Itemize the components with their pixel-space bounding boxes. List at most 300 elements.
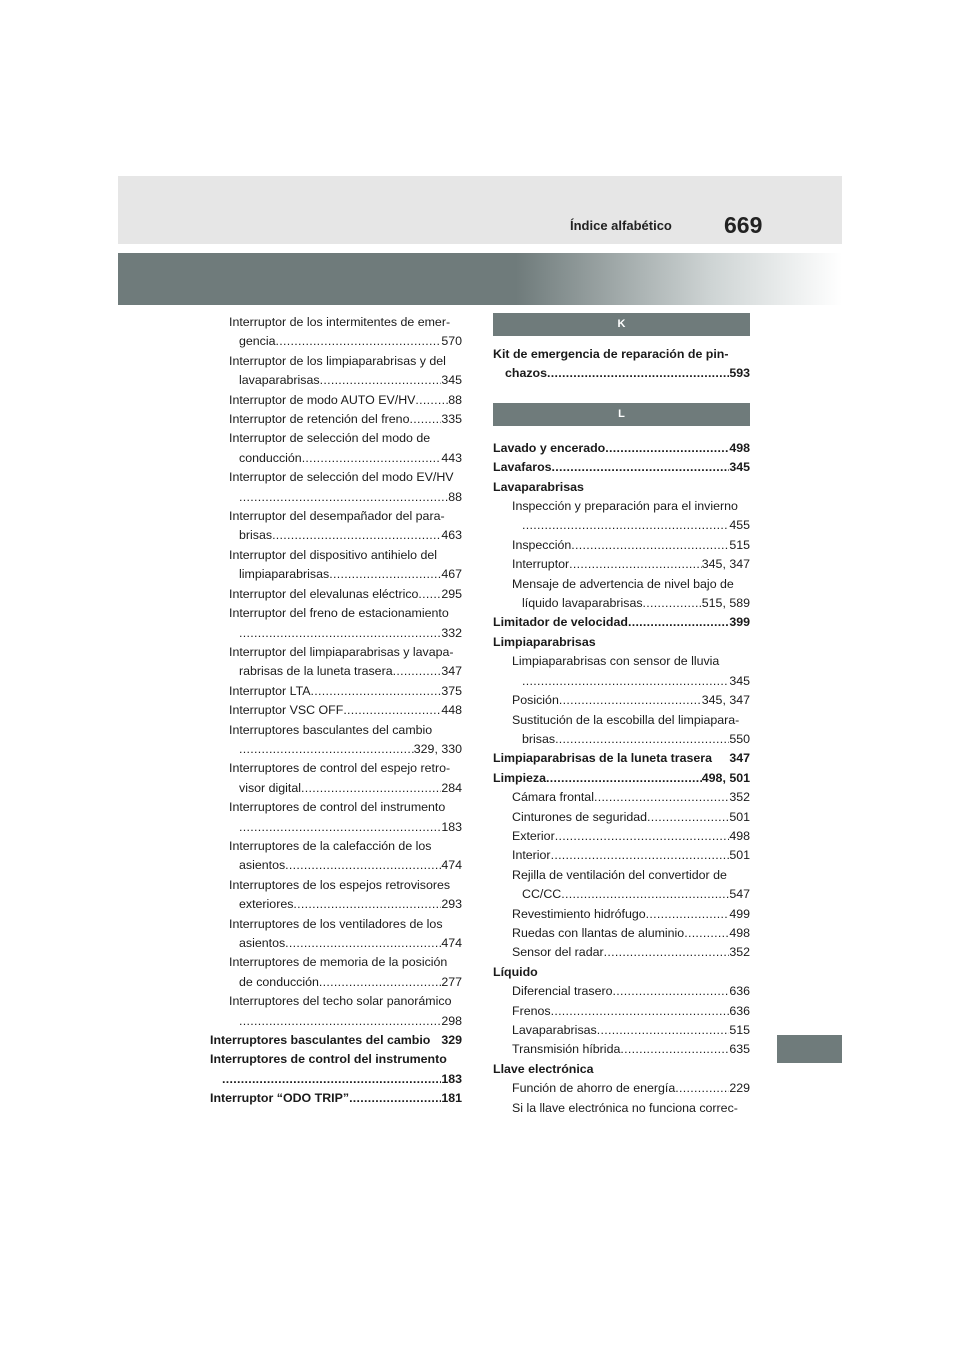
dot-leader (319, 973, 441, 992)
page-reference: 570 (441, 334, 462, 349)
entry-text: Líquido (493, 964, 538, 979)
entry-line (493, 458, 750, 477)
entry-line (210, 391, 462, 410)
dot-leader (285, 934, 441, 953)
entry-continuation (210, 779, 462, 798)
entry-continuation (210, 740, 462, 759)
entry-line (210, 1089, 462, 1108)
entry-text: Diferencial trasero (512, 984, 613, 999)
index-entry (493, 536, 750, 555)
dot-leader (222, 1070, 441, 1089)
entry-continuation (493, 516, 750, 535)
dot-leader (522, 516, 729, 535)
entry-line (493, 633, 750, 652)
entry-line (210, 352, 462, 371)
dot-leader (546, 769, 702, 788)
entry-continuation (210, 332, 462, 351)
entry-line (210, 701, 462, 720)
entry-continuation (210, 624, 462, 643)
entry-continuation (210, 934, 462, 953)
entry-continuation (210, 973, 462, 992)
page-reference: 550 (729, 731, 750, 746)
index-entry (210, 721, 462, 760)
page-reference: 335 (441, 412, 462, 427)
entry-line (493, 345, 750, 364)
entry-line (210, 682, 462, 701)
page-reference: 88 (448, 489, 462, 504)
page-reference: 284 (441, 780, 462, 795)
index-column-left (210, 313, 462, 1109)
entry-line (493, 905, 750, 924)
entry-line (493, 536, 750, 555)
index-entry (210, 410, 462, 429)
page-reference: 277 (441, 974, 462, 989)
entry-text: Lavafaros (493, 460, 552, 475)
dot-leader (239, 624, 441, 643)
dot-leader (302, 449, 442, 468)
entry-continuation (210, 1070, 462, 1089)
dot-leader (561, 885, 729, 904)
page-reference: 463 (441, 528, 462, 543)
entry-line (210, 1050, 462, 1069)
dot-leader (393, 662, 442, 681)
dot-leader (239, 818, 441, 837)
index-entry (210, 837, 462, 876)
entry-continuation (210, 371, 462, 390)
page-reference: 229 (729, 1081, 750, 1096)
dot-leader (620, 1040, 729, 1059)
entry-continuation (493, 885, 750, 904)
dot-leader (293, 895, 441, 914)
page-reference: 474 (441, 858, 462, 873)
page-reference: 498 (729, 828, 750, 843)
page-reference: 515 (729, 537, 750, 552)
index-entry (493, 613, 750, 632)
entry-line (210, 604, 462, 623)
entry-text: Interruptor del elevalunas eléctrico (229, 586, 419, 601)
entry-line (493, 1079, 750, 1098)
entry-line (493, 963, 750, 982)
page-reference: 443 (441, 450, 462, 465)
entry-text: asientos (239, 858, 286, 873)
dot-leader (239, 488, 448, 507)
index-entry (210, 1089, 462, 1108)
entry-text: Lavaparabrisas (493, 479, 584, 494)
entry-text: limpiaparabrisas (239, 567, 330, 582)
entry-line (493, 982, 750, 1001)
dot-leader (276, 332, 442, 351)
index-entry (210, 1031, 462, 1050)
entry-text: Interruptor del freno de estacionamiento (229, 606, 449, 621)
dot-leader (552, 458, 730, 477)
page-reference: 295 (441, 586, 462, 601)
dot-leader (571, 536, 729, 555)
entry-text: Limpieza (493, 770, 547, 785)
entry-text: brisas (522, 731, 556, 746)
section-title: Índice alfabético (570, 218, 672, 233)
entry-text: rabrisas de la luneta trasera (239, 664, 393, 679)
index-entry (493, 808, 750, 827)
entry-text: Sustitución de la escobilla del limpiapara- (512, 712, 740, 727)
page-reference: 547 (729, 887, 750, 902)
entry-line (210, 546, 462, 565)
page-reference: 501 (729, 848, 750, 863)
entry-text: Interruptores de los ventiladores de los (229, 916, 443, 931)
dot-leader (643, 594, 702, 613)
page-reference: 498, 501 (701, 770, 750, 785)
entry-text: Transmisión híbrida (512, 1042, 621, 1057)
page-reference: 347 (441, 664, 462, 679)
entry-line (210, 876, 462, 895)
entry-text: exteriores (239, 897, 294, 912)
entry-line (493, 769, 750, 788)
entry-line (210, 1031, 462, 1050)
entry-continuation (210, 488, 462, 507)
entry-line (210, 759, 462, 778)
entry-line (210, 468, 462, 487)
page-reference: 181 (441, 1091, 462, 1106)
dot-leader (604, 943, 730, 962)
entry-text: Inspección (512, 537, 572, 552)
dot-leader (594, 788, 729, 807)
dot-leader (547, 364, 729, 383)
entry-text: Rejilla de ventilación del convertidor de (512, 867, 727, 882)
entry-text: Revestimiento hidrófugo (512, 906, 646, 921)
entry-text: gencia (239, 334, 276, 349)
entry-line (493, 575, 750, 594)
index-entry (493, 1021, 750, 1040)
entry-continuation (493, 364, 750, 383)
entry-line (210, 798, 462, 817)
entry-line (493, 1099, 750, 1118)
entry-text: Limpiaparabrisas (493, 634, 596, 649)
index-entry (493, 458, 750, 477)
page-reference: 352 (729, 790, 750, 805)
dot-leader (569, 555, 702, 574)
dot-leader (628, 613, 729, 632)
dot-leader (555, 730, 729, 749)
page-reference: 593 (729, 366, 750, 381)
index-entry (493, 691, 750, 710)
dot-leader (239, 1012, 441, 1031)
entry-line (493, 749, 750, 768)
dot-leader (646, 905, 730, 924)
entry-text: Sensor del radar (512, 945, 604, 960)
entry-continuation (210, 565, 462, 584)
index-entry (493, 943, 750, 962)
index-entry (493, 963, 750, 982)
index-entry (493, 982, 750, 1001)
page-reference: 515, 589 (701, 596, 750, 611)
page-reference: 345 (729, 673, 750, 688)
entry-text: Cámara frontal (512, 790, 594, 805)
entry-text: Interruptores de control del instrumento (210, 1052, 447, 1067)
dot-leader (675, 1079, 729, 1098)
index-entry (493, 846, 750, 865)
index-entry (210, 391, 462, 410)
header-band (118, 253, 842, 305)
page-reference: 448 (441, 703, 462, 718)
page-reference: 467 (441, 567, 462, 582)
entry-line (210, 643, 462, 662)
entry-line (210, 915, 462, 934)
dot-leader (551, 1002, 730, 1021)
entry-text: Limpiaparabrisas de la luneta trasera (493, 751, 712, 766)
entry-text: Interruptores de la calefacción de los (229, 838, 432, 853)
dot-leader (409, 410, 441, 429)
index-entry (210, 1050, 462, 1089)
entry-text: Interruptor del limpiaparabrisas y lavapa- (229, 644, 454, 659)
page-reference: 183 (441, 1071, 462, 1086)
entry-continuation (210, 818, 462, 837)
index-entry (493, 827, 750, 846)
entry-line (210, 313, 462, 332)
entry-text: Interruptores basculantes del cambio (210, 1033, 431, 1048)
entry-line (210, 585, 462, 604)
entry-text: Interruptor LTA (229, 683, 311, 698)
index-entry (210, 604, 462, 643)
entry-line (493, 711, 750, 730)
index-entry (210, 429, 462, 468)
entry-text: Interruptor del desempañador del para- (229, 509, 445, 524)
entry-text: Lavaparabrisas (512, 1023, 597, 1037)
index-entry (493, 866, 750, 905)
entry-continuation (210, 449, 462, 468)
entry-text: Si la llave electrónica no funciona correc- (512, 1100, 738, 1115)
entry-text: Interior (512, 848, 551, 863)
page-reference: 88 (448, 392, 462, 407)
entry-line (210, 429, 462, 448)
entry-continuation (210, 526, 462, 545)
entry-line (210, 953, 462, 972)
entry-line (210, 410, 462, 429)
dot-leader (647, 808, 729, 827)
index-entry (493, 575, 750, 614)
entry-text: Interruptor (512, 557, 570, 572)
dot-leader (522, 672, 729, 691)
entry-text: Interruptores de control del instrumento (229, 800, 446, 815)
dot-leader (551, 846, 730, 865)
index-entry (210, 468, 462, 507)
page-reference: 298 (441, 1013, 462, 1028)
index-entry (210, 992, 462, 1031)
entry-text: Interruptores basculantes del cambio (229, 722, 433, 737)
entry-text: conducción (239, 450, 302, 465)
entry-continuation (210, 662, 462, 681)
entry-text: Cinturones de seguridad (512, 809, 648, 824)
entry-text: Limpiaparabrisas con sensor de lluvia (512, 654, 720, 669)
dot-leader (597, 1021, 730, 1040)
entry-text: Interruptor de retención del freno (229, 412, 410, 427)
page-reference: 455 (729, 518, 750, 533)
index-entry (493, 769, 750, 788)
entry-line (493, 613, 750, 632)
page-reference: 345, 347 (701, 557, 750, 572)
index-entry (493, 478, 750, 497)
index-entry (493, 1002, 750, 1021)
entry-text: Interruptores de control del espejo retro- (229, 761, 451, 776)
entry-line (493, 788, 750, 807)
entry-line (493, 808, 750, 827)
entry-text: Mensaje de advertencia de nivel bajo de (512, 576, 734, 591)
index-entry (210, 701, 462, 720)
index-entry (210, 507, 462, 546)
index-entry (493, 905, 750, 924)
entry-continuation (210, 856, 462, 875)
dot-leader (329, 565, 441, 584)
page-reference: 332 (441, 625, 462, 640)
index-entry (210, 798, 462, 837)
entry-line (493, 555, 750, 574)
index-entry (493, 1099, 750, 1118)
entry-text: Interruptor “ODO TRIP” (210, 1091, 350, 1106)
dot-leader (272, 526, 441, 545)
page-reference: 499 (729, 906, 750, 921)
entry-text: Llave electrónica (493, 1061, 594, 1076)
entry-text: Interruptores del techo solar panorámico (229, 994, 452, 1009)
entry-text: Interruptor de modo AUTO EV/HV (229, 392, 416, 407)
entry-continuation (493, 594, 750, 613)
index-entry (493, 924, 750, 943)
entry-text: Interruptor de los limpiaparabrisas y del (229, 353, 446, 368)
letter-heading: K (493, 313, 750, 336)
dot-leader (418, 585, 441, 604)
dot-leader (613, 982, 730, 1001)
page-reference: 375 (441, 683, 462, 698)
entry-line (493, 866, 750, 885)
page-reference: 498 (729, 440, 750, 455)
entry-text: Limitador de velocidad (493, 615, 628, 630)
index-entry (493, 497, 750, 536)
entry-text: lavaparabrisas (239, 373, 320, 388)
dot-leader (559, 691, 702, 710)
index-entry (493, 652, 750, 691)
dot-leader (605, 439, 729, 458)
entry-line (210, 992, 462, 1011)
index-entry (210, 682, 462, 701)
entry-text: Lavado y encerado (493, 440, 606, 455)
index-entry (210, 546, 462, 585)
entry-text: líquido lavaparabrisas (522, 596, 643, 611)
thumb-index-tab (777, 1035, 842, 1063)
page-reference: 345, 347 (701, 693, 750, 708)
index-entry (210, 585, 462, 604)
entry-line (210, 507, 462, 526)
page-reference: 352 (729, 945, 750, 960)
dot-leader (285, 856, 441, 875)
dot-leader (239, 740, 414, 759)
dot-leader (349, 1089, 441, 1108)
entry-line (493, 924, 750, 943)
entry-text: de conducción (239, 974, 319, 989)
entry-continuation (210, 895, 462, 914)
index-entry (493, 439, 750, 458)
entry-text: Interruptor VSC OFF (229, 703, 344, 718)
page-reference: 293 (441, 897, 462, 912)
dot-leader (415, 391, 448, 410)
entry-text: Función de ahorro de energía (512, 1081, 676, 1096)
entry-text: Interruptor del dispositivo antihielo del (229, 547, 438, 562)
page-reference: 636 (729, 1003, 750, 1018)
page-reference: 183 (441, 819, 462, 834)
index-entry (210, 953, 462, 992)
entry-line (493, 827, 750, 846)
entry-text: Frenos (512, 1003, 551, 1018)
index-entry (493, 555, 750, 574)
entry-text: visor digital (239, 780, 301, 795)
entry-text: Interruptor de selección del modo de (229, 431, 431, 446)
index-entry (210, 313, 462, 352)
index-column-right (493, 313, 750, 1118)
dot-leader (343, 701, 441, 720)
entry-line (210, 721, 462, 740)
dot-leader (684, 924, 729, 943)
entry-continuation (210, 1012, 462, 1031)
entry-line (493, 497, 750, 516)
entry-text: Exterior (512, 828, 555, 843)
page-reference: 515 (729, 1023, 750, 1037)
index-entry (493, 345, 750, 384)
entry-continuation (493, 730, 750, 749)
index-entry (493, 1040, 750, 1059)
entry-line (493, 846, 750, 865)
entry-continuation (493, 672, 750, 691)
entry-text: asientos (239, 936, 286, 950)
index-entry (493, 749, 750, 768)
page-reference: 474 (441, 936, 462, 950)
index-entry (493, 788, 750, 807)
dot-leader (320, 371, 442, 390)
entry-text: Ruedas con llantas de aluminio (512, 925, 685, 940)
page-reference: 345 (441, 373, 462, 388)
index-entry (210, 759, 462, 798)
dot-leader (301, 779, 441, 798)
entry-text: Inspección y preparación para el invierno (512, 499, 738, 514)
index-entry (493, 711, 750, 750)
entry-line (493, 1002, 750, 1021)
letter-heading: L (493, 403, 750, 426)
entry-text: Interruptor de selección del modo EV/HV (229, 470, 454, 485)
page-reference: 501 (729, 809, 750, 824)
entry-line (493, 439, 750, 458)
index-entry (210, 643, 462, 682)
entry-text: Interruptores de los espejos retrovisores (229, 877, 451, 892)
page-reference: 347 (729, 751, 750, 766)
page-reference: 498 (729, 925, 750, 940)
entry-text: Interruptores de memoria de la posición (229, 955, 448, 970)
entry-line (493, 1040, 750, 1059)
entry-line (493, 691, 750, 710)
entry-line (493, 1021, 750, 1040)
index-entry (210, 352, 462, 391)
page-reference: 636 (729, 984, 750, 999)
page-reference: 329 (441, 1033, 462, 1048)
entry-line (493, 652, 750, 671)
index-entry (210, 876, 462, 915)
dot-leader (555, 827, 730, 846)
entry-text: Posición (512, 693, 559, 708)
entry-line (493, 943, 750, 962)
entry-text: Interruptor de los intermitentes de emer- (229, 315, 451, 329)
entry-text: brisas (239, 528, 273, 543)
dot-leader (311, 682, 442, 701)
index-entry (210, 915, 462, 954)
entry-line (493, 1060, 750, 1079)
page-reference: 399 (729, 615, 750, 630)
page-reference: 329, 330 (413, 741, 462, 756)
entry-text: chazos (505, 366, 548, 381)
page-number: 669 (724, 212, 763, 238)
